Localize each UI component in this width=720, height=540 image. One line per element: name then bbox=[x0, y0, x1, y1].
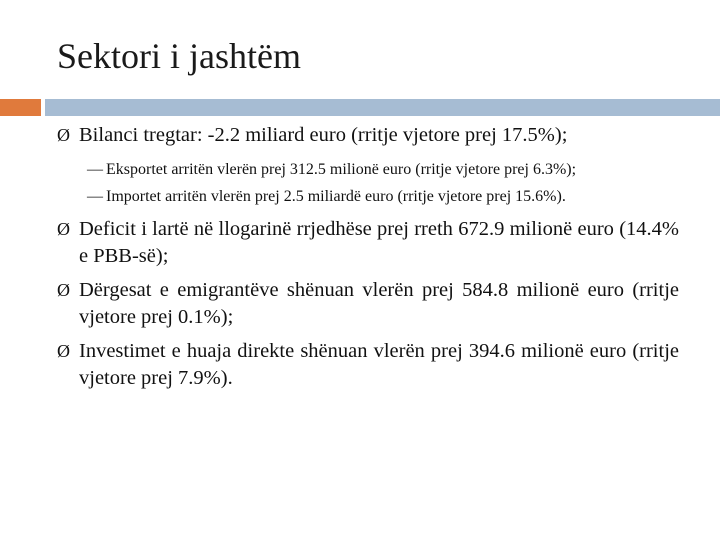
sub-bullet-text-exports: Eksportet arritën vlerën prej 312.5 milionë euro (rritje vjetore prej 6.3%); bbox=[106, 161, 577, 178]
arrow-bullet-icon: Ø bbox=[57, 125, 70, 145]
sub-bullet-item bbox=[57, 159, 679, 180]
slide-title: Sektori i jashtëm bbox=[57, 36, 301, 76]
dash-bullet-icon: — bbox=[87, 161, 103, 178]
bullet-text-trade-balance: Bilanci tregtar: -2.2 miliard euro (rritje vjetore prej 17.5%); bbox=[79, 124, 568, 146]
sub-bullet-text-imports: Importet arritën vlerën prej 2.5 miliardë euro (rritje vjetore prej 15.6%). bbox=[106, 188, 566, 205]
bullet-item bbox=[57, 277, 679, 331]
arrow-bullet-icon: Ø bbox=[57, 219, 70, 239]
bullet-text-fdi: Investimet e huaja direkte shënuan vlerën prej 394.6 milionë euro (rritje vjetore prej 7.9%). bbox=[79, 340, 679, 389]
arrow-bullet-icon: Ø bbox=[57, 341, 70, 361]
bullet-item bbox=[57, 216, 679, 270]
bullet-text-remittances: Dërgesat e emigrantëve shënuan vlerën prej 584.8 milionë euro (rritje vjetore prej 0.1%); bbox=[79, 279, 679, 328]
bullet-text-current-account: Deficit i lartë në llogarinë rrjedhëse prej rreth 672.9 milionë euro (14.4% e PBB-së); bbox=[79, 218, 679, 267]
accent-bar bbox=[0, 99, 41, 116]
sub-bullet-item bbox=[57, 186, 679, 207]
bullet-item bbox=[57, 338, 679, 392]
dash-bullet-icon: — bbox=[87, 188, 103, 205]
arrow-bullet-icon: Ø bbox=[57, 280, 70, 300]
bullet-item bbox=[57, 122, 679, 149]
title-rule-bar bbox=[45, 99, 720, 116]
slide-content bbox=[57, 122, 679, 392]
